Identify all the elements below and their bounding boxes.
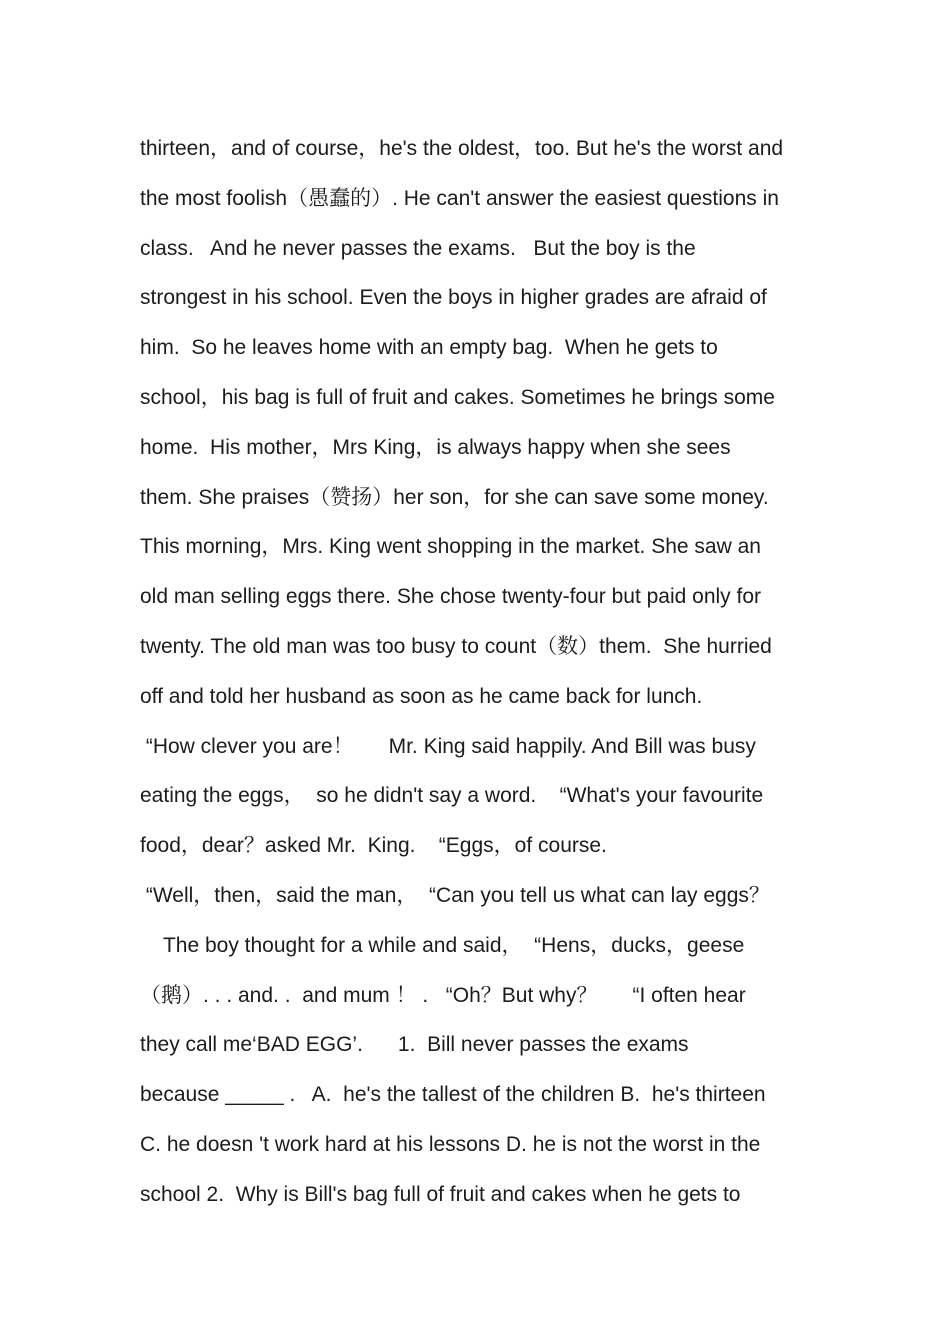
- text-line: （鹅）. . . and. . and mum ！ . “Oh？But why？ “I often hear: [140, 983, 746, 1007]
- text-line: twenty. The old man was too busy to count（数）them. She hurried: [140, 634, 772, 658]
- text-line: them. She praises（赞扬）her son，for she can save some money.: [140, 485, 769, 509]
- text-line: home. His mother，Mrs King，is always happy when she sees: [140, 435, 731, 459]
- text-line: “Well，then，said the man， “Can you tell us what can lay eggs？: [140, 883, 770, 907]
- text-line: thirteen，and of course，he's the oldest，too. But he's the worst and: [140, 137, 784, 160]
- text-line: “How clever you are！ Mr. King said happily. And Bill was busy: [140, 734, 756, 758]
- text-line: strongest in his school. Even the boys in higher grades are afraid of: [140, 286, 767, 310]
- text-line: The boy thought for a while and said， “Hens，ducks，geese: [140, 933, 745, 957]
- text-line: the most foolish（愚蠢的）. He can't answer the easiest questions in: [140, 186, 779, 210]
- text-line: they call me‘BAD EGG’. 1. Bill never passes the exams: [140, 1033, 689, 1057]
- text-line: because _____ . A. he's the tallest of the children B. he's thirteen: [140, 1083, 766, 1107]
- text-line: eating the eggs， so he didn't say a word. “What's your favourite: [140, 784, 764, 808]
- text-line: C. he doesn 't work hard at his lessons D. he is not the worst in the: [140, 1132, 761, 1156]
- text-line: food，dear？asked Mr. King. “Eggs，of course.: [140, 834, 607, 858]
- text-line: school 2. Why is Bill's bag full of fruit and cakes when he gets to: [140, 1182, 741, 1206]
- text-line: him. So he leaves home with an empty bag. When he gets to: [140, 336, 718, 360]
- body-text: [140, 124, 830, 1220]
- text-line: class. And he never passes the exams. But the boy is the: [140, 236, 696, 260]
- text-line: This morning，Mrs. King went shopping in the market. She saw an: [140, 535, 761, 559]
- text-line: school，his bag is full of fruit and cakes. Sometimes he brings some: [140, 385, 775, 409]
- text-line: off and told her husband as soon as he came back for lunch.: [140, 684, 703, 708]
- text-line: old man selling eggs there. She chose twenty-four but paid only for: [140, 585, 762, 609]
